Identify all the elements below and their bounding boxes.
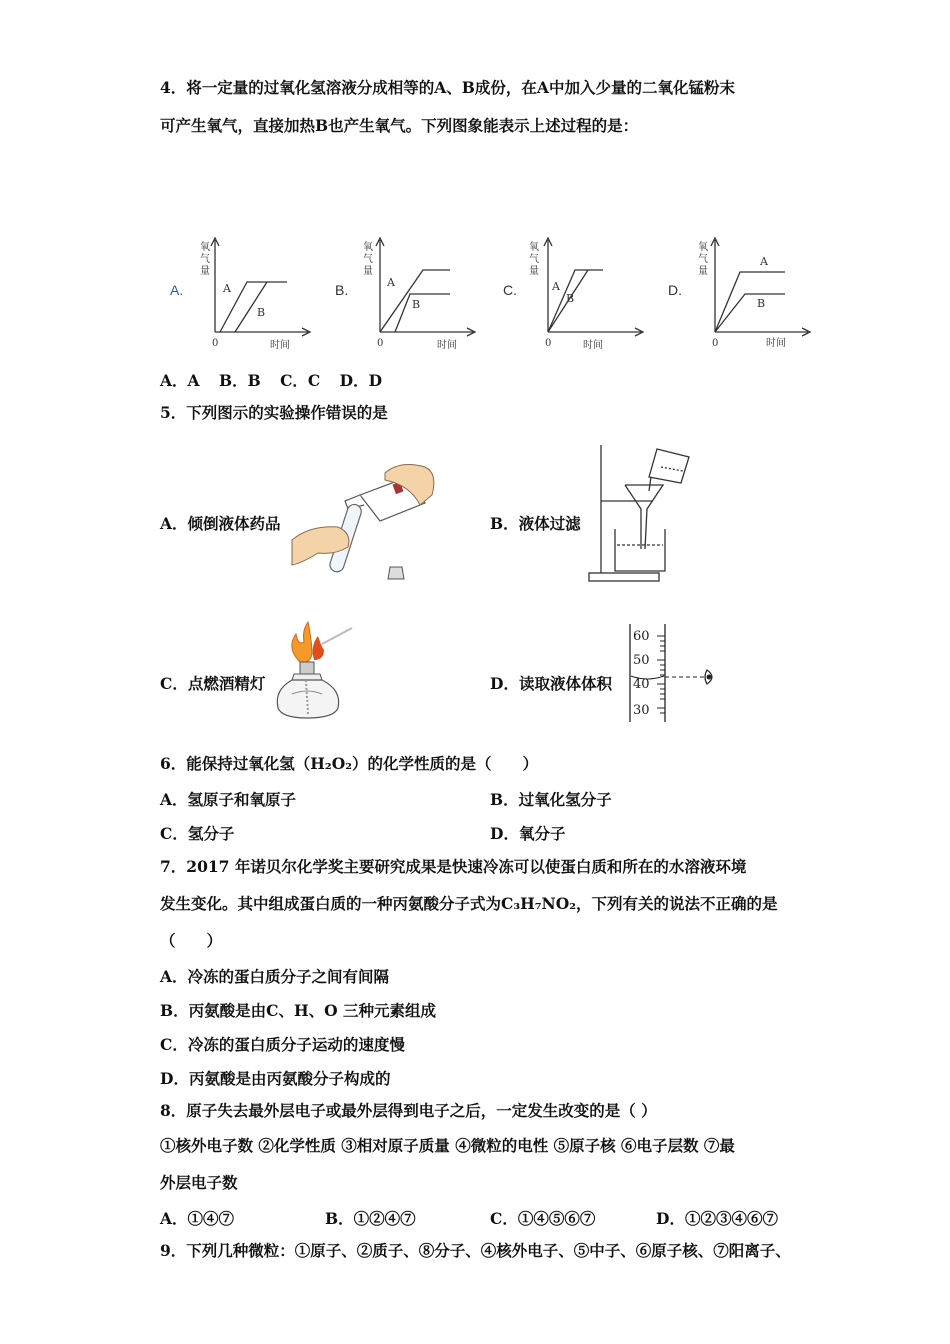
q6-option-b[interactable]: B．过氧化氢分子 xyxy=(490,790,612,809)
q8-option-d[interactable]: D．①②③④⑥⑦ xyxy=(656,1209,778,1228)
svg-text:气: 气 xyxy=(698,254,708,265)
q8-option-b[interactable]: B．①②④⑦ xyxy=(325,1209,416,1228)
svg-text:时间: 时间 xyxy=(437,340,457,351)
svg-text:量: 量 xyxy=(363,266,373,277)
svg-text:时间: 时间 xyxy=(766,338,786,349)
svg-text:量: 量 xyxy=(698,266,708,277)
q5-option-d[interactable]: D．读取液体体积 xyxy=(490,674,612,693)
q4-option-b[interactable]: B．B xyxy=(218,371,261,390)
q5-stem: 5．下列图示的实验操作错误的是 xyxy=(160,403,388,422)
pouring-liquid-illustration xyxy=(290,455,440,585)
svg-text:量: 量 xyxy=(529,266,539,277)
q7-option-d[interactable]: D．丙氨酸是由丙氨酸分子构成的 xyxy=(160,1069,391,1088)
svg-text:气: 气 xyxy=(200,254,210,265)
svg-text:50: 50 xyxy=(633,653,650,668)
q8-line2: ①核外电子数 ②化学性质 ③相对原子质量 ④微粒的电性 ⑤原子核 ⑥电子层数 ⑦最 xyxy=(160,1136,735,1155)
svg-text:0: 0 xyxy=(545,338,552,349)
svg-text:氧: 氧 xyxy=(529,242,539,253)
q5-option-a[interactable]: A．倾倒液体药品 xyxy=(160,514,281,533)
svg-text:30: 30 xyxy=(633,703,650,718)
q7-line3: （ ） xyxy=(160,931,223,950)
q5-option-c[interactable]: C．点燃酒精灯 xyxy=(160,674,266,693)
svg-text:A: A xyxy=(552,280,560,293)
svg-text:60: 60 xyxy=(633,629,650,644)
svg-text:量: 量 xyxy=(200,266,210,277)
svg-text:氧: 氧 xyxy=(200,242,210,253)
graph-b-letter: B. xyxy=(335,282,349,298)
q7-option-a[interactable]: A．冷冻的蛋白质分子之间有间隔 xyxy=(160,967,390,986)
q9-stem: 9．下列几种微粒：①原子、②质子、⑧分子、④核外电子、⑤中子、⑥原子核、⑦阳离子、 xyxy=(160,1241,791,1260)
q8-line3: 外层电子数 xyxy=(160,1173,238,1192)
graph-b xyxy=(355,232,505,352)
q7-option-b[interactable]: B．丙氨酸是由C、H、O 三种元素组成 xyxy=(160,1001,436,1020)
svg-text:时间: 时间 xyxy=(583,340,603,351)
q7-line2: 发生变化。其中组成蛋白质的一种丙氨酸分子式为C₃H₇NO₂，下列有关的说法不正确的是 xyxy=(160,894,778,913)
q4-option-d[interactable]: D．D xyxy=(339,371,383,390)
q5-option-b[interactable]: B．液体过滤 xyxy=(490,514,581,533)
graph-d-letter: D. xyxy=(668,282,682,298)
q6-option-c[interactable]: C．氢分子 xyxy=(160,824,235,843)
svg-text:B: B xyxy=(412,298,421,311)
q8-option-c[interactable]: C．①④⑤⑥⑦ xyxy=(490,1209,596,1228)
svg-text:A: A xyxy=(760,255,768,268)
svg-text:A: A xyxy=(387,276,395,289)
graduated-cylinder-illustration xyxy=(625,622,725,726)
graph-a xyxy=(190,232,340,352)
q8-stem: 8．原子失去最外层电子或最外层得到电子之后，一定发生改变的是（ ） xyxy=(160,1101,657,1120)
svg-text:0: 0 xyxy=(212,338,219,349)
q4-option-a[interactable]: A．A xyxy=(160,371,200,390)
graph-c xyxy=(523,232,673,352)
graph-d xyxy=(690,232,840,352)
q4-options xyxy=(160,369,396,391)
q6-option-a[interactable]: A．氢原子和氧原子 xyxy=(160,790,297,809)
svg-text:B: B xyxy=(257,306,266,319)
svg-text:0: 0 xyxy=(712,338,719,349)
svg-text:B: B xyxy=(757,297,766,310)
svg-text:40: 40 xyxy=(633,677,650,692)
svg-text:气: 气 xyxy=(529,254,539,265)
svg-text:氧: 氧 xyxy=(698,242,708,253)
alcohol-lamp-illustration xyxy=(272,618,362,728)
filtration-illustration xyxy=(585,437,705,587)
svg-text:B: B xyxy=(566,292,575,305)
graph-c-letter: C. xyxy=(503,282,517,298)
q4-option-c[interactable]: C．C xyxy=(280,371,321,390)
q4-line2: 可产生氧气，直接加热B也产生氧气。下列图象能表示上述过程的是： xyxy=(160,116,639,135)
svg-text:气: 气 xyxy=(363,254,373,265)
q4-line1: 4．将一定量的过氧化氢溶液分成相等的A、B成份，在A中加入少量的二氧化锰粉末 xyxy=(160,78,735,97)
svg-text:A: A xyxy=(223,282,231,295)
svg-text:0: 0 xyxy=(377,338,384,349)
svg-text:时间: 时间 xyxy=(270,340,290,351)
q8-option-a[interactable]: A．①④⑦ xyxy=(160,1209,235,1228)
q6-stem: 6．能保持过氧化氢（H₂O₂）的化学性质的是（ ） xyxy=(160,754,539,773)
graph-a-letter: A. xyxy=(170,282,184,298)
q6-option-d[interactable]: D．氧分子 xyxy=(490,824,566,843)
q7-option-c[interactable]: C．冷冻的蛋白质分子运动的速度慢 xyxy=(160,1035,405,1054)
svg-text:氧: 氧 xyxy=(363,242,373,253)
q7-line1: 7．2017 年诺贝尔化学奖主要研究成果是快速冷冻可以使蛋白质和所在的水溶液环境 xyxy=(160,857,747,876)
